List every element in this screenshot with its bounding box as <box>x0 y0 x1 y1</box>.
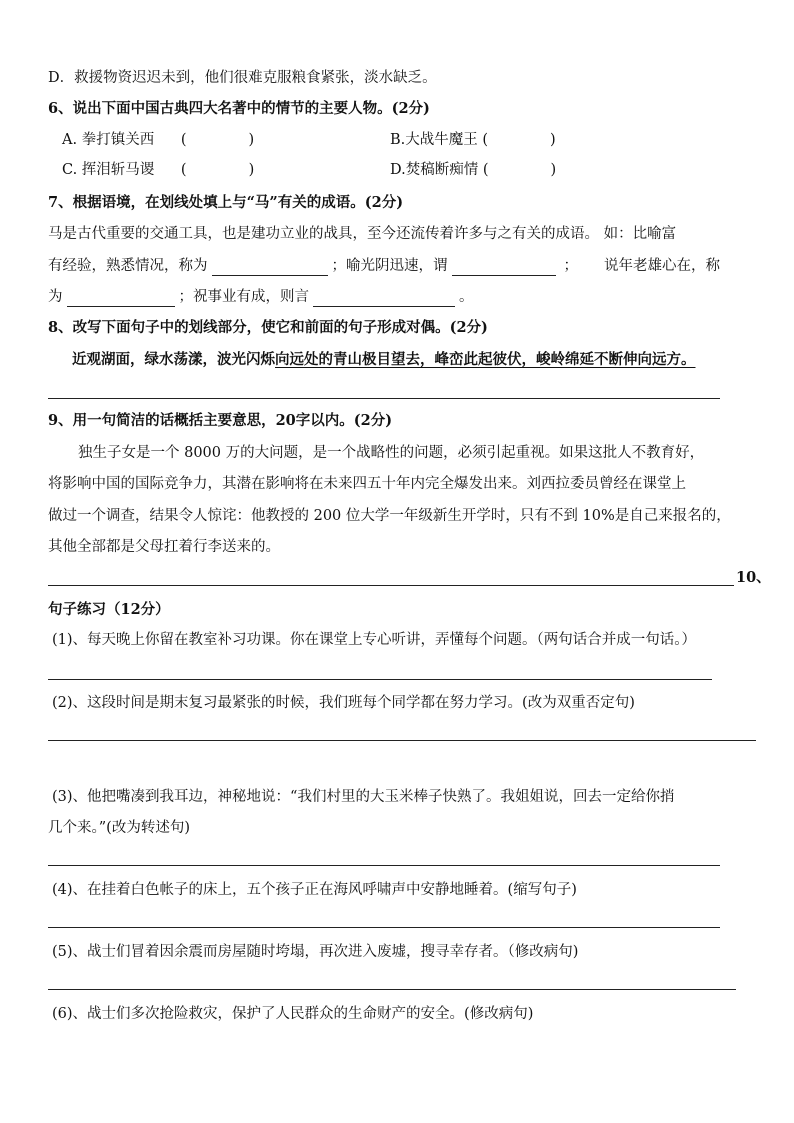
q10-item-3-line-1: (3)、他把嘴凑到我耳边，神秘地说：“我们村里的大玉米棒子快熟了。我姐姐说，回去一定给你捎 <box>52 789 675 805</box>
q10-item-3-answer-line[interactable] <box>48 865 720 866</box>
q7-line-2-text-a: 有经验，熟悉情况，称为 <box>48 258 208 274</box>
q10-item-4: (4)、在挂着白色帐子的床上，五个孩子正在海风呼啸声中安静地睡着。(缩写句子) <box>52 882 577 898</box>
q10-title: 句子练习（12分） <box>48 601 170 618</box>
q6-option-c-label: C. 挥泪斩马谡 <box>62 162 155 178</box>
q10-item-1-answer-line[interactable] <box>48 679 712 680</box>
q7-title: 7、根据语境，在划线处填上与“马”有关的成语。(2分) <box>48 194 404 211</box>
q8-answer-line[interactable] <box>48 398 720 399</box>
q9-paragraph-line-2: 将影响中国的国际竞争力，其潜在影响将在未来四五十年内完全爆发出来。刘西拉委员曾经在课堂上 <box>48 476 686 492</box>
q10-item-3-line-2: 几个来。”(改为转述句) <box>48 820 190 836</box>
q7-blank-2[interactable] <box>452 259 556 276</box>
q7-line-3-text-b: ；祝事业有成，则言 <box>178 289 309 305</box>
q7-line-2-text-b: ；喻光阴迅速，谓 <box>331 258 448 274</box>
q7-line-3-text-c: 。 <box>459 289 474 305</box>
q8-title: 8、改写下面句子中的划线部分，使它和前面的句子形成对偶。(2分) <box>48 319 488 336</box>
q6-option-d-label: D.焚稿断痴情 <box>390 162 479 178</box>
q10-item-5: (5)、战士们冒着因余震而房屋随时垮塌，再次进入废墟，搜寻幸存者。（修改病句) <box>52 944 579 960</box>
q7-blank-4[interactable] <box>313 290 455 307</box>
q10-item-5-answer-line[interactable] <box>48 989 736 990</box>
q8-sentence <box>72 350 696 370</box>
q9-paragraph-line-1: 独生子女是一个 8000 万的大问题，是一个战略性的问题，必须引起重视。如果这批人不教育好， <box>78 445 705 461</box>
q9-title: 9、用一句简洁的话概括主要意思，20字以内。(2分) <box>48 412 393 429</box>
paren-close: ) <box>550 132 556 148</box>
q6-option-d <box>390 160 556 180</box>
q9-paragraph-line-4: 其他全部都是父母扛着行李送来的。 <box>48 539 280 555</box>
q9-paragraph-line-3: 做过一个调查，结果令人惊诧：他教授的 200 位大学一年级新生开学时，只有不到 10%是自己来报名的， <box>48 508 731 524</box>
q7-line-2-text-d: 说年老雄心在，称 <box>604 258 720 274</box>
paren-close: ) <box>248 162 255 178</box>
paren-open: ( <box>482 162 489 178</box>
q6-option-a <box>62 130 254 150</box>
paren-open: ( <box>180 132 187 148</box>
q6-option-b <box>390 130 556 150</box>
q10-number: 10、 <box>736 569 771 586</box>
paren-open: ( <box>482 132 489 148</box>
q10-item-2-answer-line[interactable] <box>48 740 756 741</box>
q7-line-1: 马是古代重要的交通工具，也是建功立业的战具，至今还流传着许多与之有关的成语。 如：比喻富 <box>48 226 677 242</box>
q6-option-c <box>62 160 254 180</box>
paren-close: ) <box>248 132 255 148</box>
q6-option-a-label: A. 拳打镇关西 <box>62 132 155 148</box>
q5-option-d: D．救援物资迟迟未到，他们很难克服粮食紧张，淡水缺乏。 <box>48 70 437 86</box>
q7-blank-3[interactable] <box>67 290 175 307</box>
q7-blank-1[interactable] <box>212 259 328 276</box>
q7-line-3-text-a: 为 <box>48 289 63 305</box>
q10-item-1: (1)、每天晚上你留在教室补习功课。你在课堂上专心听讲，弄懂每个问题。（两句话合并成一句话。） <box>52 632 697 648</box>
q10-item-6: (6)、战士们多次抢险救灾，保护了人民群众的生命财产的安全。(修改病句) <box>52 1006 534 1022</box>
paren-close: ) <box>550 162 557 178</box>
q10-item-2: (2)、这段时间是期末复习最紧张的时候，我们班每个同学都在努力学习。(改为双重否定句) <box>52 695 635 711</box>
q6-title: 6、说出下面中国古典四大名著中的情节的主要人物。(2分) <box>48 100 430 117</box>
q6-option-b-label: B.大战牛魔王 <box>390 132 478 148</box>
paren-open: ( <box>180 162 187 178</box>
q9-answer-line[interactable] <box>48 585 734 586</box>
q8-sentence-underlined: 向远处的青山极目望去，峰峦此起彼伏，峻岭绵延不断伸向远方。 <box>275 351 696 368</box>
q7-line-2 <box>48 256 720 276</box>
q10-item-4-answer-line[interactable] <box>48 927 720 928</box>
q7-line-2-text-c: ； <box>563 258 578 274</box>
q7-line-3 <box>48 287 474 307</box>
q8-sentence-plain: 近观湖面，绿水荡漾，波光闪烁 <box>72 351 275 368</box>
